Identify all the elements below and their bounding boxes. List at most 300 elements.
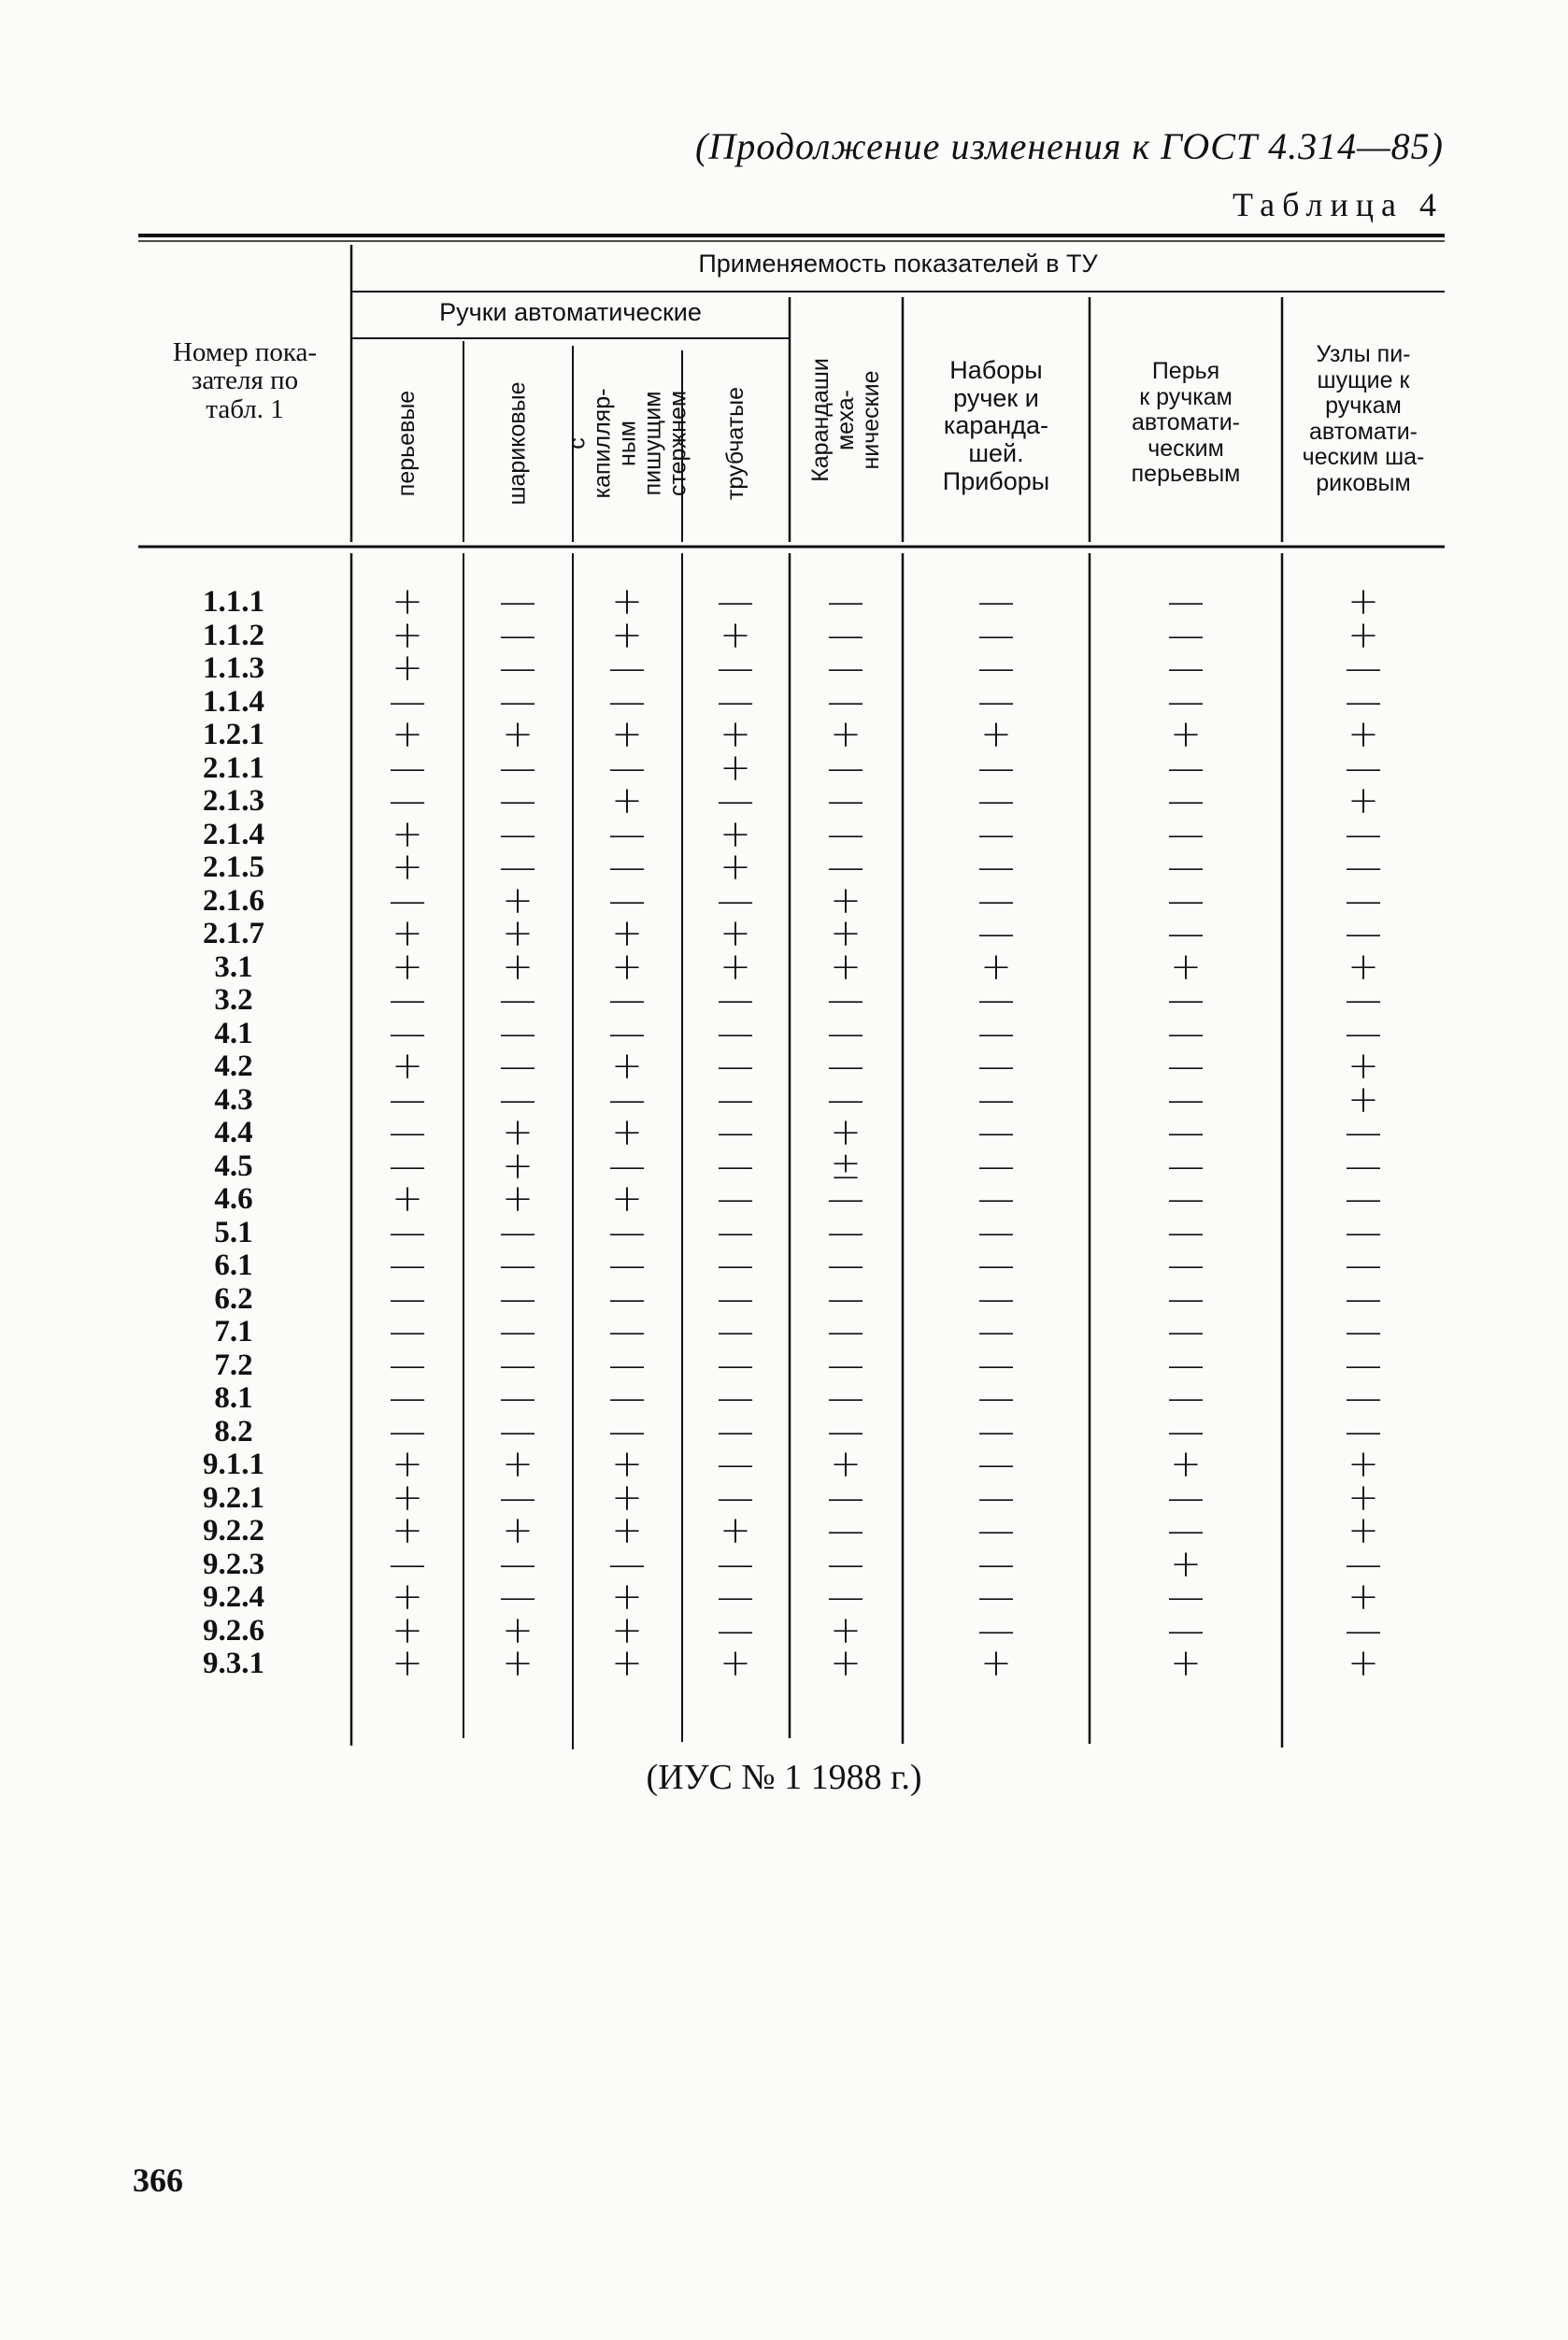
table-cell: — [389, 1543, 426, 1586]
table-cell: + [392, 946, 423, 989]
table-cell: — [499, 978, 536, 1021]
table-cell: — [717, 680, 754, 723]
table-cell: — [499, 1211, 536, 1254]
table-cell: — [977, 647, 1015, 690]
table-cell: — [717, 1576, 754, 1619]
table-cell: — [717, 1211, 754, 1254]
table-cell: + [392, 1576, 423, 1619]
table-cell: — [608, 1310, 646, 1353]
table-cell: — [717, 1443, 754, 1486]
table-cell: + [830, 1111, 862, 1154]
table-cell: — [717, 1244, 754, 1287]
indicator-number: 9.2.6 [203, 1614, 264, 1648]
table-cell: — [389, 1145, 426, 1188]
table-cell: — [1167, 1509, 1205, 1552]
table-cell: — [827, 1344, 864, 1387]
table-cell: — [1167, 1244, 1205, 1287]
table-cell: — [499, 1310, 536, 1353]
table-cell: — [608, 879, 646, 922]
indicator-number: 2.1.3 [203, 784, 264, 818]
table-cell: — [389, 1310, 426, 1353]
table-cell: — [1167, 1177, 1205, 1220]
table-cell: — [977, 580, 1015, 623]
table-cell: — [977, 747, 1015, 790]
table-cell: — [608, 1211, 646, 1254]
table-cell: + [1170, 1443, 1202, 1486]
table-cell: + [1170, 713, 1202, 756]
table-cell: + [720, 1509, 751, 1552]
column-header-perevye: перьевые [393, 390, 421, 496]
indicator-number: 1.2.1 [203, 718, 264, 751]
table-cell: — [499, 680, 536, 723]
table-cell: — [608, 1410, 646, 1453]
table-cell: + [830, 879, 862, 922]
indicator-number: 4.5 [214, 1149, 253, 1183]
column-header-trubchatye: трубчатые [722, 386, 749, 500]
table-cell: + [392, 813, 423, 856]
table-cell: — [717, 1177, 754, 1220]
indicator-number: 9.2.1 [203, 1481, 264, 1515]
indicator-number: 4.4 [214, 1116, 253, 1149]
table-cell: — [499, 647, 536, 690]
table-cell: + [720, 614, 751, 657]
table-cell: — [827, 1177, 864, 1220]
table-cell: — [1167, 1145, 1205, 1188]
table-cell: — [977, 1277, 1015, 1320]
table-cell: + [611, 1477, 643, 1520]
table-cell: — [977, 978, 1015, 1021]
running-header: (Продолжение изменения к ГОСТ 4.314—85) [695, 125, 1444, 167]
table-cell: — [1167, 846, 1205, 889]
table-cell: — [827, 1310, 864, 1353]
indicator-number: 7.1 [214, 1315, 253, 1348]
table-cell: + [392, 647, 423, 690]
table-cell: + [1347, 946, 1379, 989]
table-cell: — [1345, 879, 1382, 922]
table-cell: — [717, 1277, 754, 1320]
table-cell: — [977, 1543, 1015, 1586]
indicator-number: 1.1.4 [203, 685, 264, 719]
table-cell: — [1345, 747, 1382, 790]
table-cell: + [1170, 1543, 1202, 1586]
table-cell: — [1345, 912, 1382, 955]
table-cell: — [499, 1377, 536, 1420]
table-cell: — [499, 1045, 536, 1088]
table-cell: + [611, 1177, 643, 1220]
table-cell: + [502, 1111, 534, 1154]
table-cell: + [1347, 779, 1379, 822]
table-cell: — [977, 1377, 1015, 1420]
table-cell: — [499, 779, 536, 822]
table-cell: — [977, 1509, 1015, 1552]
table-cell: + [502, 912, 534, 955]
table-cell: — [1345, 1244, 1382, 1287]
table-cell: + [1347, 1642, 1379, 1685]
table-cell: — [977, 1609, 1015, 1652]
table-cell: — [1345, 1012, 1382, 1055]
table-cell: — [717, 1344, 754, 1387]
table-cell: — [1345, 1277, 1382, 1320]
table-cell: — [608, 1145, 646, 1188]
table-cell: — [977, 1443, 1015, 1486]
table-cell: — [827, 1576, 864, 1619]
table-cell: + [720, 912, 751, 955]
table-cell: — [499, 1244, 536, 1287]
table-cell: + [611, 1111, 643, 1154]
table-cell: + [720, 813, 751, 856]
table-cell: — [389, 747, 426, 790]
indicator-number: 4.1 [214, 1017, 253, 1050]
column-header-perya: Перья к ручкам автомати- ческим перьевым [1131, 358, 1241, 487]
table-cell: — [1167, 1410, 1205, 1453]
table-cell: — [389, 1277, 426, 1320]
indicator-number: 9.2.4 [203, 1580, 264, 1614]
table-cell: — [977, 1310, 1015, 1353]
table-cell: — [499, 1277, 536, 1320]
table-cell: — [717, 1012, 754, 1055]
table-cell: — [389, 1111, 426, 1154]
table-cell: — [1167, 1344, 1205, 1387]
table-cell: — [1167, 1211, 1205, 1254]
table-cell: — [1167, 879, 1205, 922]
table-cell: + [502, 879, 534, 922]
indicator-number: 4.2 [214, 1049, 253, 1083]
table-cell: + [611, 1642, 643, 1685]
table-cell: — [389, 680, 426, 723]
indicator-number: 1.1.3 [203, 651, 264, 685]
table-cell: — [827, 1543, 864, 1586]
table-cell: + [502, 1443, 534, 1486]
table-cell: + [392, 1509, 423, 1552]
table-cell: — [1167, 1012, 1205, 1055]
table-cell: — [608, 1078, 646, 1121]
table-cell: — [977, 1410, 1015, 1453]
table-cell: + [1347, 1477, 1379, 1520]
table-cell: — [717, 1078, 754, 1121]
table-cell: — [389, 1377, 426, 1420]
applicability-header: Применяемость показателей в ТУ [698, 250, 1098, 278]
table-cell: — [389, 1244, 426, 1287]
table-cell: — [717, 1310, 754, 1353]
table-cell: — [977, 1344, 1015, 1387]
table-cell: — [1167, 580, 1205, 623]
table-cell: — [1167, 1277, 1205, 1320]
indicator-number: 3.1 [214, 950, 253, 984]
table-cell: — [499, 813, 536, 856]
table-cell: — [1167, 1609, 1205, 1652]
table-cell: — [1167, 747, 1205, 790]
table-cell: + [611, 912, 643, 955]
table-cell: + [720, 846, 751, 889]
table-cell: + [502, 713, 534, 756]
table-cell: + [392, 614, 423, 657]
indicator-number: 6.1 [214, 1248, 253, 1282]
table-cell: — [827, 1012, 864, 1055]
table-cell: — [608, 647, 646, 690]
table-cell: — [1345, 813, 1382, 856]
table-cell: + [1347, 1576, 1379, 1619]
table-cell: + [611, 1509, 643, 1552]
table-cell: — [608, 1277, 646, 1320]
table-cell: — [717, 1145, 754, 1188]
table-cell: + [392, 1477, 423, 1520]
indicator-number: 2.1.6 [203, 884, 264, 918]
table-cell: + [611, 580, 643, 623]
column-header-karandashi: Карандаши меха- нические [807, 357, 884, 482]
table-cell: — [827, 779, 864, 822]
table-cell: + [720, 946, 751, 989]
table-cell: — [717, 779, 754, 822]
table-cell: — [608, 747, 646, 790]
table-cell: — [977, 1012, 1015, 1055]
table-cell: + [980, 1642, 1012, 1685]
table-cell: + [720, 713, 751, 756]
table-cell: + [502, 1642, 534, 1685]
table-cell: — [977, 879, 1015, 922]
table-cell: — [1345, 1145, 1382, 1188]
table-cell: — [717, 1377, 754, 1420]
table-cell: — [827, 1078, 864, 1121]
table-cell: — [827, 978, 864, 1021]
table-cell: + [392, 1045, 423, 1088]
table-cell: — [608, 813, 646, 856]
table-cell: — [608, 1344, 646, 1387]
column-header-sharikovye: шариковые [505, 380, 532, 506]
table-cell: + [830, 713, 862, 756]
table-cell: — [1167, 978, 1205, 1021]
indicator-number: 9.1.1 [203, 1448, 264, 1481]
table-cell: — [977, 1078, 1015, 1121]
table-cell: — [717, 978, 754, 1021]
table-cell: — [827, 813, 864, 856]
table-cell: — [1345, 978, 1382, 1021]
table-cell: — [717, 1410, 754, 1453]
table-cell: + [1347, 1078, 1379, 1121]
table-cell: + [1347, 1045, 1379, 1088]
table-cell: + [392, 1642, 423, 1685]
table-cell: — [389, 879, 426, 922]
table-cell: + [1347, 580, 1379, 623]
table-cell: — [977, 1477, 1015, 1520]
table-cell: — [977, 779, 1015, 822]
table-cell: — [1167, 1310, 1205, 1353]
table-cell: + [720, 747, 751, 790]
table-cell: — [717, 580, 754, 623]
table-cell: + [980, 946, 1012, 989]
column-header-uzly: Узлы пи- шущие к ручкам автомати- ческим ша- риковым [1302, 341, 1425, 496]
table-cell: — [827, 580, 864, 623]
table-cell: + [392, 846, 423, 889]
table-cell: — [1345, 1543, 1382, 1586]
table-cell: — [608, 1012, 646, 1055]
table-cell: + [1170, 946, 1202, 989]
table-cell: + [392, 1443, 423, 1486]
indicator-number: 1.1.1 [203, 585, 264, 619]
table-cell: + [830, 1443, 862, 1486]
indicator-number: 7.2 [214, 1348, 253, 1382]
table-cell: — [827, 614, 864, 657]
table-cell: — [1345, 1377, 1382, 1420]
table-cell: — [977, 1576, 1015, 1619]
table-cell: — [977, 1145, 1015, 1188]
indicator-number: 8.2 [214, 1415, 253, 1448]
column-header-nabory: Наборы ручек и каранда- шей. Приборы [942, 356, 1050, 495]
table-cell: — [1345, 647, 1382, 690]
table-cell: — [1167, 1477, 1205, 1520]
indicator-number: 2.1.1 [203, 751, 264, 785]
table-cell: — [1167, 680, 1205, 723]
table-cell: + [611, 779, 643, 822]
table-cell: — [1167, 1078, 1205, 1121]
table-cell: — [977, 1244, 1015, 1287]
table-cell: — [827, 747, 864, 790]
table-cell: + [830, 1642, 862, 1685]
table-cell: — [499, 614, 536, 657]
table-cell: + [1347, 713, 1379, 756]
table-cell: — [499, 747, 536, 790]
table-cell: — [499, 1344, 536, 1387]
table-cell: — [827, 1244, 864, 1287]
indicator-number: 3.2 [214, 983, 253, 1017]
table-cell: — [827, 1477, 864, 1520]
table-cell: — [499, 1078, 536, 1121]
table-cell: — [1345, 1111, 1382, 1154]
table-cell: — [389, 978, 426, 1021]
table-cell: — [1167, 1576, 1205, 1619]
table-cell: — [1167, 1045, 1205, 1088]
table-cell: — [608, 978, 646, 1021]
table-cell: — [1345, 1211, 1382, 1254]
table-cell: — [389, 1012, 426, 1055]
table-cell: — [717, 1477, 754, 1520]
table-cell: — [389, 779, 426, 822]
table-cell: + [830, 912, 862, 955]
page-number: 366 [133, 2162, 183, 2199]
table-cell: — [1345, 846, 1382, 889]
indicator-number: 9.2.2 [203, 1514, 264, 1548]
table-cell: — [1167, 779, 1205, 822]
table-cell: — [977, 1111, 1015, 1154]
table-cell: — [977, 813, 1015, 856]
table-cell: + [611, 946, 643, 989]
table-cell: — [1167, 647, 1205, 690]
table-cell: + [611, 614, 643, 657]
table-cell: — [1167, 1111, 1205, 1154]
table-cell: + [611, 1576, 643, 1619]
table-cell: + [392, 912, 423, 955]
indicator-number: 8.1 [214, 1381, 253, 1415]
table-cell: + [392, 580, 423, 623]
table-cell: + [720, 1642, 751, 1685]
table-cell: — [827, 1509, 864, 1552]
indicator-number: 5.1 [214, 1216, 253, 1249]
table-cell: — [1167, 614, 1205, 657]
table-cell: + [830, 946, 862, 989]
table-cell: — [499, 1410, 536, 1453]
table-cell: — [827, 1211, 864, 1254]
auto-pens-group-header: Ручки автоматические [439, 298, 702, 326]
table-cell: — [717, 879, 754, 922]
table-cell: + [502, 946, 534, 989]
table-cell: + [502, 1145, 534, 1188]
table-cell: — [1345, 1344, 1382, 1387]
table-cell: — [389, 1344, 426, 1387]
table-cell: — [827, 1377, 864, 1420]
table-cell: + [1347, 614, 1379, 657]
table-cell: — [717, 647, 754, 690]
table-cell: — [977, 912, 1015, 955]
column-header-kapillyarnye: с капилляр- ным пишущим стержнем [563, 388, 691, 498]
indicator-number: 2.1.7 [203, 917, 264, 950]
table-cell: — [827, 1045, 864, 1088]
table-cell: — [389, 1211, 426, 1254]
table-cell: — [977, 846, 1015, 889]
table-cell: — [977, 1177, 1015, 1220]
table-cell: — [827, 1277, 864, 1320]
table-cell: + [502, 1509, 534, 1552]
table-cell: — [1345, 1410, 1382, 1453]
table-cell: — [827, 680, 864, 723]
table-cell: — [977, 1045, 1015, 1088]
indicator-number: 9.3.1 [203, 1647, 264, 1680]
table-cell: + [1170, 1642, 1202, 1685]
table-cell: — [499, 1543, 536, 1586]
footnote: (ИУС № 1 1988 г.) [646, 1758, 922, 1797]
table-cell: — [499, 580, 536, 623]
table-cell: — [1167, 1377, 1205, 1420]
indicator-number: 9.2.3 [203, 1548, 264, 1581]
table-cell: — [608, 1244, 646, 1287]
table-cell: — [608, 680, 646, 723]
table-cell: — [389, 1078, 426, 1121]
indicator-column-header: Номер пока- зателя по табл. 1 [172, 337, 318, 424]
table-cell: — [499, 1576, 536, 1619]
table-cell: + [1347, 1443, 1379, 1486]
table-cell: + [611, 713, 643, 756]
table-cell: — [1345, 680, 1382, 723]
table-cell: + [502, 1609, 534, 1652]
table-cell: — [499, 846, 536, 889]
indicator-number: 1.1.2 [203, 619, 264, 652]
table-cell: — [977, 680, 1015, 723]
table-cell: ± [830, 1145, 862, 1188]
table-cell: — [608, 1377, 646, 1420]
table-cell: — [717, 1111, 754, 1154]
table-cell: — [827, 846, 864, 889]
table-cell: + [392, 1609, 423, 1652]
table-title: Таблица 4 [1233, 186, 1444, 223]
indicator-number: 2.1.5 [203, 850, 264, 884]
table-cell: — [389, 1410, 426, 1453]
table-cell: + [830, 1609, 862, 1652]
table-cell: + [1347, 1509, 1379, 1552]
table-cell: — [717, 1045, 754, 1088]
table-cell: — [608, 1543, 646, 1586]
table-cell: + [502, 1177, 534, 1220]
table-cell: — [1345, 1310, 1382, 1353]
table-cell: — [977, 614, 1015, 657]
table-cell: — [717, 1609, 754, 1652]
table-cell: — [1167, 912, 1205, 955]
table-cell: — [608, 846, 646, 889]
table-cell: + [611, 1609, 643, 1652]
table-cell: — [827, 647, 864, 690]
table-cell: — [977, 1211, 1015, 1254]
table-cell: — [1345, 1609, 1382, 1652]
table-cell: — [1345, 1177, 1382, 1220]
table-cell: + [611, 1443, 643, 1486]
indicator-number: 2.1.4 [203, 818, 264, 851]
